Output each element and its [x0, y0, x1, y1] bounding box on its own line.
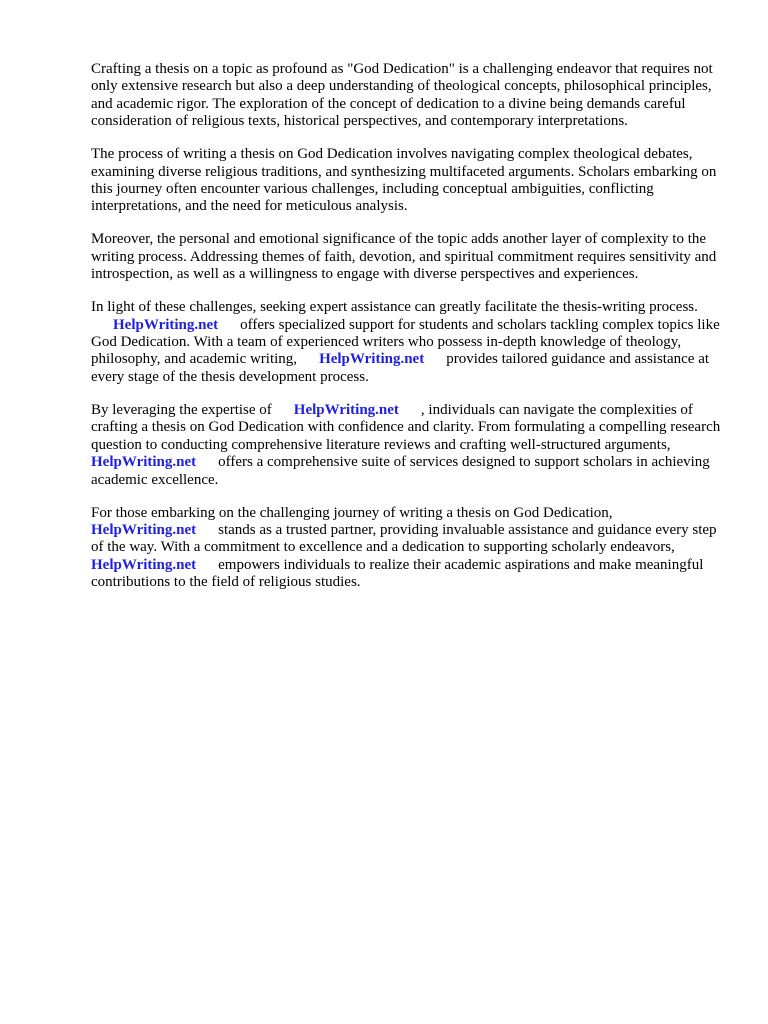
paragraph-conclusion	[91, 505, 731, 592]
paragraph-text: empowers individuals to realize their academic aspirations and make meaningful contributions to the field of religious studies.	[91, 556, 704, 591]
paragraph-text: offers a comprehensive suite of services designed to support scholars in achieving academic excellence.	[91, 454, 710, 488]
helpwriting-link[interactable]: HelpWriting.net	[91, 454, 197, 471]
paragraph-significance: Moreover, the personal and emotional significance of the topic adds another layer of complexity to the writing process. Addressing themes of faith, devotion, and spiritual commitment requires sensitivity and introspection, as well as a willingness to engage with diverse perspectives and experiences.	[91, 231, 717, 283]
paragraph-intro: Crafting a thesis on a topic as profound as "God Dedication" is a challenging endeavor that requires not only extensive research but also a deep understanding of theological concepts, philosophical principles, and academic rigor. The exploration of the concept of dedication to a divine being demands careful consideration of religious texts, historical perspectives, and contemporary interpretations.	[91, 61, 713, 130]
paragraph-text: In light of these challenges, seeking expert assistance can greatly facilitate the thesis-writing process.	[91, 299, 698, 316]
paragraph-text: provides tailored guidance and assistance at every stage of the thesis development process.	[91, 351, 710, 385]
paragraph-expertise	[91, 402, 731, 489]
document-page	[91, 61, 731, 607]
paragraph-text: stands as a trusted partner, providing invaluable assistance and guidance every step of the way. With a commitment to excellence and a dedication to supporting scholarly endeavors,	[91, 521, 717, 556]
paragraph-text: For those embarking on the challenging journey of writing a thesis on God Dedication,	[91, 504, 613, 521]
helpwriting-link[interactable]: HelpWriting.net	[113, 316, 219, 333]
paragraph-assistance	[91, 299, 731, 386]
paragraph-process: The process of writing a thesis on God Dedication involves navigating complex theological debates, examining diverse religious traditions, and synthesizing multifaceted arguments. Scholars embarking on this journey often encounter various challenges, including conceptual ambiguities, conflicting interpretations, and the need for meticulous analysis.	[91, 146, 717, 215]
paragraph-text: offers specialized support for students and scholars tackling complex topics like God Dedication. With a team of experienced writers who possess in-depth knowledge of theology, philosophy, and academic writing,	[91, 316, 720, 368]
paragraph-text: , individuals can navigate the complexities of crafting a thesis on God Dedication with confidence and clarity. From formulating a compelling research question to conducting comprehensive literature reviews and crafting well-structured arguments,	[91, 401, 721, 453]
helpwriting-link[interactable]: HelpWriting.net	[91, 556, 197, 573]
helpwriting-link[interactable]: HelpWriting.net	[319, 351, 425, 368]
helpwriting-link[interactable]: HelpWriting.net	[91, 521, 197, 538]
paragraph-text: By leveraging the expertise of	[91, 401, 272, 418]
helpwriting-link[interactable]: HelpWriting.net	[293, 401, 399, 418]
